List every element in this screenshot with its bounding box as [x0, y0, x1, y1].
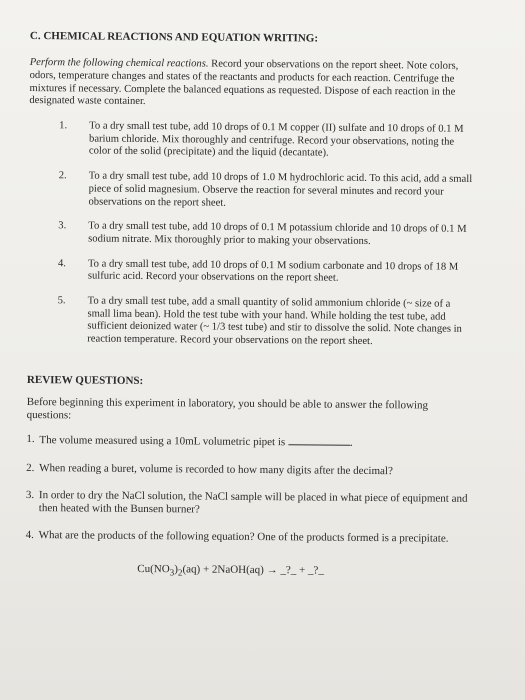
- question-number: 2.: [26, 461, 35, 474]
- experiment-item: [28, 220, 476, 249]
- question-text: The volume measured using a 10mL volumetric pipet is: [39, 434, 286, 449]
- experiment-number: 5.: [57, 295, 66, 307]
- equation-products: _?_ + _?_: [277, 564, 324, 577]
- experiment-item: [29, 120, 477, 162]
- experiment-number: 2.: [58, 170, 67, 182]
- review-question-list: [26, 433, 475, 546]
- experiment-item: [28, 170, 476, 212]
- experiment-list: [27, 120, 477, 350]
- review-question: [26, 462, 474, 479]
- equation-subscript: 3: [169, 567, 175, 578]
- question-number: 3.: [25, 488, 35, 501]
- experiment-text: To a dry small test tube, add 10 drops of 0.1 M copper (II) sulfate and 10 drops of 0.1 M barium chloride. Mix thoroughly and centrifuge. Record your observations, noting the color of the solid (precipitate) and the liquid (decantate).: [88, 120, 464, 160]
- chemical-equation: [137, 563, 473, 581]
- question-suffix: .: [349, 437, 353, 450]
- equation-subscript: 2: [177, 567, 183, 578]
- experiment-item: [28, 258, 476, 287]
- experiment-number: 1.: [59, 120, 68, 132]
- question-text: When reading a buret, volume is recorded to how many digits after the decimal?: [39, 461, 393, 477]
- question-text: In order to dry the NaCl solution, the NaCl sample will be placed in what piece of equipment and then heated with the Bunsen burner?: [38, 488, 468, 516]
- review-title: REVIEW QUESTIONS:: [26, 373, 144, 387]
- review-question: [26, 529, 474, 546]
- experiment-text: To a dry small test tube, add 10 drops of 1.0 M hydrochloric acid. To this acid, add a small piece of solid magnesium. Observe the reaction for several minutes and record your observations on the report sheet.: [88, 170, 473, 209]
- intro-rest: Record your observations on the report sheet. Note colors, odors, temperature changes and states of the reactants and products for each reaction. Centrifuge the mixtures if necessary. Complete the balanced equations as requested. Dispose of each reaction in the designated waste container.: [29, 58, 459, 108]
- question-number: 1.: [26, 433, 35, 446]
- review-intro: Before beginning this experiment in laboratory, you should be able to answer the following questions:: [26, 396, 429, 422]
- question-number: 4.: [25, 529, 34, 542]
- section-title: C. CHEMICAL REACTIONS AND EQUATION WRITING:: [29, 30, 319, 45]
- question-text: What are the products of the following equation? One of the products formed is a precipitate.: [38, 529, 449, 545]
- experiment-text: To a dry small test tube, add 10 drops of 0.1 M sodium carbonate and 10 drops of 18 M sulfuric acid. Record your observations on the report sheet.: [87, 258, 459, 285]
- experiment-number: 3.: [58, 220, 67, 232]
- experiment-item: [27, 295, 475, 350]
- intro-lead: Perform the following chemical reactions.: [29, 57, 209, 70]
- intro-paragraph: [29, 57, 477, 112]
- review-question: [26, 433, 474, 451]
- equation-part: ): [174, 563, 178, 576]
- equation-part: (aq) + 2NaOH(aq) →: [182, 563, 278, 577]
- page-content: [25, 30, 478, 581]
- experiment-text: To a dry small test tube, add 10 drops of 0.1 M potassium chloride and 10 drops of 0.1 M sodium nitrate. Mix thoroughly prior to making your observations.: [88, 220, 467, 247]
- experiment-number: 4.: [57, 257, 66, 269]
- review-question: [26, 489, 474, 519]
- equation-part: Cu(NO: [137, 563, 170, 576]
- experiment-text: To a dry small test tube, add a small quantity of solid ammonium chloride (~ size of a small lima bean). Hold the test tube with your hand. While holding the test tube, add sufficient deionized water (~ 1/3 test tube) and stir to dissolve the solid. Note changes in reaction temperature. Record your observations on the report sheet.: [87, 295, 462, 348]
- answer-blank: [288, 436, 350, 447]
